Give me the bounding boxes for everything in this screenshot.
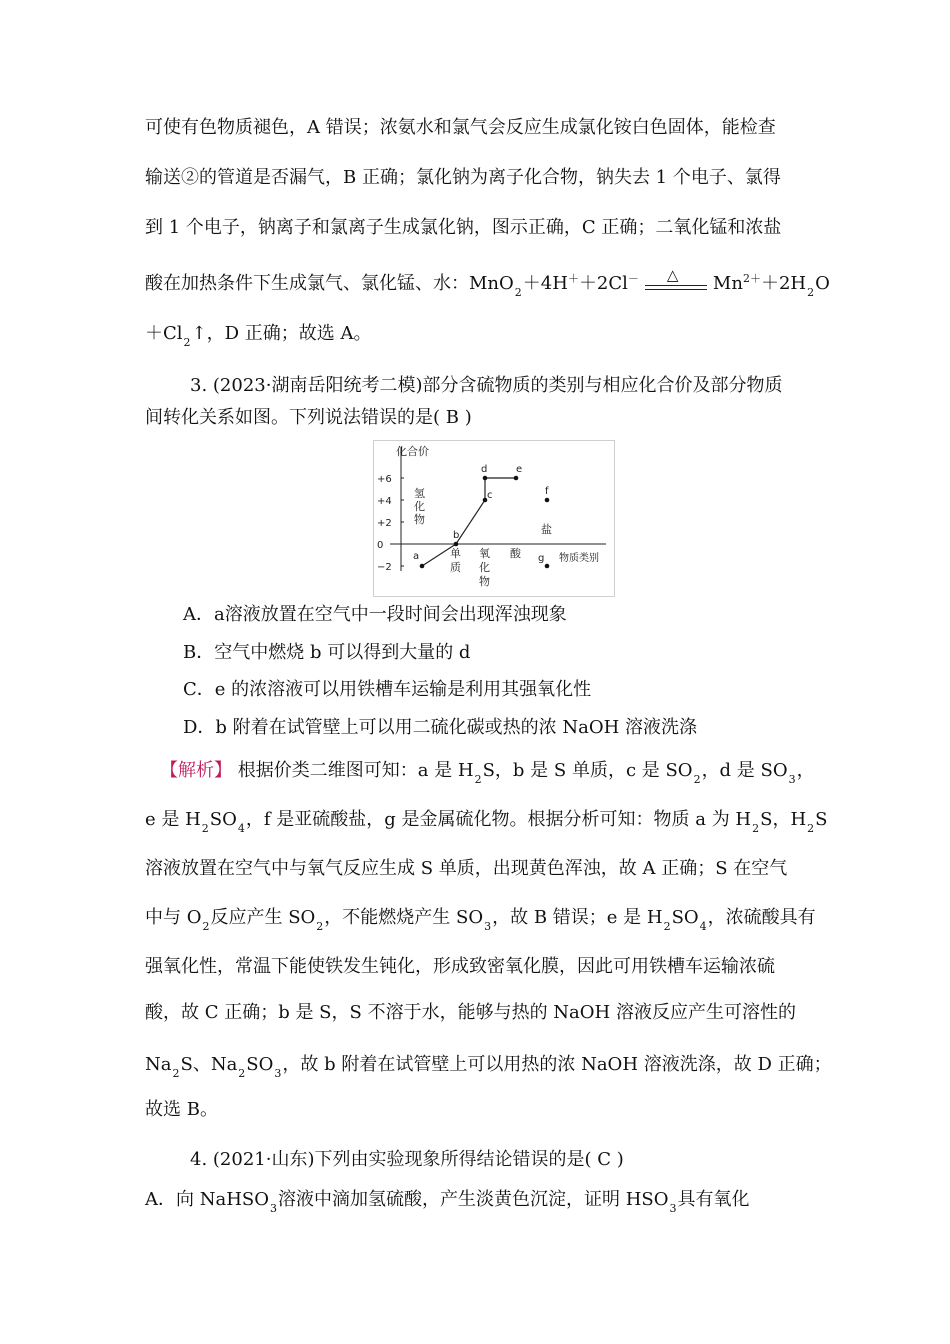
category-label-oxide: 化 xyxy=(479,561,490,574)
text: ，故 b 附着在试管壁上可以用热的浓 NaOH 溶液洗涤，故 D 正确； xyxy=(282,1054,832,1075)
formula: ＋2Cl xyxy=(578,273,628,294)
analysis-line xyxy=(160,759,815,785)
subscript: 2 xyxy=(202,920,210,933)
option-a: A．a溶液放置在空气中一段时间会出现浑浊现象 xyxy=(183,604,567,625)
category-label-hydride: 物 xyxy=(414,513,425,526)
point-label-e: e xyxy=(516,464,523,475)
superscript: － xyxy=(627,272,639,285)
valence-category-chart xyxy=(373,440,615,597)
y-tick-label: 0 xyxy=(377,540,384,551)
text: ↑，D 正确；故选 A。 xyxy=(191,323,372,344)
y-tick-label: +4 xyxy=(377,496,392,507)
text-line: 可使有色物质褪色，A 错误；浓氨水和氯气会反应生成氯化铵白色固体，能检查 xyxy=(145,117,776,138)
question-stem: 间转化关系如图。下列说法错误的是( B ) xyxy=(145,407,472,428)
category-label-salt: 盐 xyxy=(541,523,552,536)
text: ，f 是亚硫酸盐，g 是金属硫化物。根据分析可知：物质 a 为 H xyxy=(245,809,752,830)
chart-svg xyxy=(374,441,614,596)
text: 中与 O xyxy=(145,907,202,928)
point-label-f: f xyxy=(545,486,549,497)
analysis-line: 酸，故 C 正确；b 是 S，S 不溶于水，能够与热的 NaOH 溶液反应产生可溶性的 xyxy=(145,1002,796,1023)
text: SO xyxy=(246,1054,274,1075)
text: 酸在加热条件下生成氯气、氯化锰、水： xyxy=(145,273,469,294)
data-point-b xyxy=(454,542,459,547)
category-label-element: 单 xyxy=(450,547,461,560)
y-tick-label: −2 xyxy=(377,562,392,573)
point-label-b: b xyxy=(453,530,460,541)
text: 反应产生 SO xyxy=(210,907,316,928)
category-label-oxide: 氧 xyxy=(479,547,490,560)
subscript: 2 xyxy=(514,286,522,299)
option-c: C．e 的浓溶液可以用铁槽车运输是利用其强氧化性 xyxy=(183,679,592,700)
text: S xyxy=(815,809,828,830)
category-label-hydride: 氢 xyxy=(414,487,425,500)
question-stem: 4. (2021·山东)下列由实验现象所得结论错误的是( C ) xyxy=(190,1149,624,1170)
subscript: 2 xyxy=(807,286,815,299)
superscript: 2＋ xyxy=(742,272,761,285)
formula: MnO xyxy=(469,273,514,294)
subscript: 2 xyxy=(201,822,209,835)
text: S、Na xyxy=(180,1054,238,1075)
x-axis-title: 物质类别 xyxy=(559,553,599,564)
option-b: B．空气中燃烧 b 可以得到大量的 d xyxy=(183,642,471,663)
analysis-line xyxy=(145,808,828,834)
category-label-hydride: 化 xyxy=(414,500,425,513)
subscript: 2 xyxy=(807,822,815,835)
transformation-line xyxy=(422,478,516,566)
text: 根据价类二维图可知：a 是 H xyxy=(232,760,474,781)
point-label-a: a xyxy=(413,551,420,562)
point-label-c: c xyxy=(487,490,493,501)
text: ，d 是 SO xyxy=(701,760,788,781)
data-point-a xyxy=(420,564,425,569)
subscript: 2 xyxy=(183,336,191,349)
text: ，浓硫酸具有 xyxy=(707,907,816,928)
text: SO xyxy=(671,907,699,928)
subscript: 3 xyxy=(270,1202,277,1215)
category-label-acid: 酸 xyxy=(510,547,521,560)
text-line: 输送②的管道是否漏气，B 正确；氯化钠为离子化合物，钠失去 1 个电子、氯得 xyxy=(145,167,781,188)
text: ， xyxy=(796,760,815,781)
superscript: ＋ xyxy=(567,272,579,285)
formula: ＋4H xyxy=(522,273,568,294)
text: S，H xyxy=(760,809,807,830)
subscript: 4 xyxy=(237,822,245,835)
point-label-d: d xyxy=(481,464,488,475)
text: SO xyxy=(209,809,237,830)
subscript: 2 xyxy=(172,1067,180,1080)
subscript: 3 xyxy=(669,1202,677,1215)
text: 溶液中滴加氢硫酸，产生淡黄色沉淀，证明 HSO xyxy=(278,1189,669,1210)
data-point-d xyxy=(483,476,488,481)
data-point-e xyxy=(514,476,519,481)
analysis-tag: 【解析】 xyxy=(160,760,232,781)
y-tick-label: +6 xyxy=(377,474,392,485)
heat-symbol: △ xyxy=(666,265,679,284)
analysis-line: 溶液放置在空气中与氧气反应生成 S 单质，出现黄色浑浊，故 A 正确；S 在空气 xyxy=(145,858,788,879)
analysis-line: 强氧化性，常温下能使铁发生钝化，形成致密氧化膜，因此可用铁槽车运输浓硫 xyxy=(145,956,775,977)
equation-line xyxy=(145,265,830,299)
text: e 是 H xyxy=(145,809,201,830)
analysis-line xyxy=(145,906,816,932)
point-label-g: g xyxy=(538,553,545,564)
text: ，故 B 错误；e 是 H xyxy=(492,907,663,928)
text: 具有氧化 xyxy=(677,1189,750,1210)
subscript: 2 xyxy=(238,1067,246,1080)
question-stem: 3. (2023·湖南岳阳统考二模)部分含硫物质的类别与相应化合价及部分物质 xyxy=(190,375,783,396)
formula: Mn xyxy=(712,273,743,294)
y-axis-title: 化合价 xyxy=(396,445,429,458)
text: ，不能燃烧产生 SO xyxy=(324,907,484,928)
subscript: 2 xyxy=(316,920,324,933)
analysis-line xyxy=(145,1053,832,1079)
subscript: 3 xyxy=(484,920,492,933)
formula: O xyxy=(815,273,830,294)
reaction-arrow xyxy=(645,265,707,290)
text: Na xyxy=(145,1054,172,1075)
formula: ＋Cl xyxy=(145,323,183,344)
subscript: 3 xyxy=(788,773,796,786)
formula: ＋2H xyxy=(760,273,807,294)
text: S，b 是 S 单质，c 是 SO xyxy=(482,760,693,781)
subscript: 2 xyxy=(693,773,701,786)
subscript: 2 xyxy=(474,773,482,786)
subscript: 2 xyxy=(752,822,760,835)
subscript: 4 xyxy=(699,920,707,933)
option-a xyxy=(145,1188,750,1214)
subscript: 3 xyxy=(274,1067,282,1080)
data-point-g xyxy=(545,564,550,569)
text-line: 到 1 个电子，钠离子和氯离子生成氯化钠，图示正确，C 正确；二氧化锰和浓盐 xyxy=(145,217,782,238)
category-label-element: 质 xyxy=(450,561,461,574)
y-tick-label: +2 xyxy=(377,518,392,529)
subscript: 2 xyxy=(663,920,671,933)
data-point-f xyxy=(545,498,550,503)
option-d: D．b 附着在试管壁上可以用二硫化碳或热的浓 NaOH 溶液洗涤 xyxy=(183,717,698,738)
text-line xyxy=(145,322,372,348)
analysis-line: 故选 B。 xyxy=(145,1099,218,1120)
text: A．向 NaHSO xyxy=(145,1189,269,1210)
category-label-oxide: 物 xyxy=(479,575,490,588)
